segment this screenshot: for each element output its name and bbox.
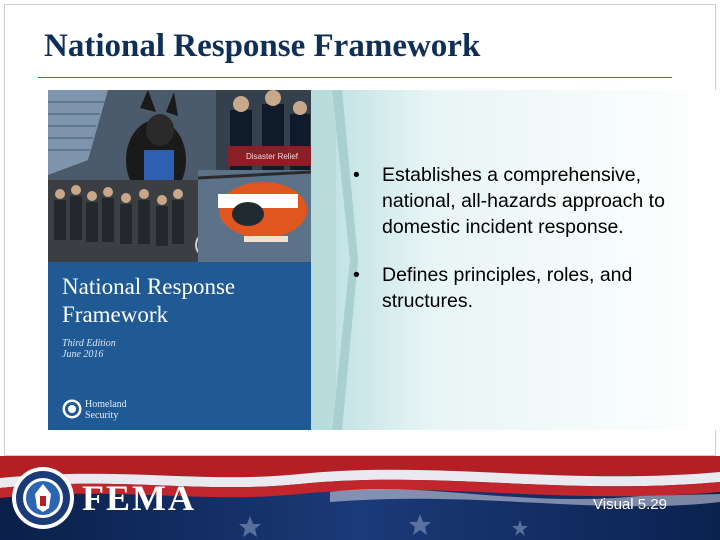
bullet-item bbox=[350, 262, 710, 314]
bullet-marker: • bbox=[353, 264, 360, 286]
cover-edition: Third Edition bbox=[62, 338, 116, 349]
dhs-seal-icon bbox=[11, 466, 75, 530]
slide-title: National Response Framework bbox=[44, 28, 481, 64]
bullet-text: Defines principles, roles, and structures. bbox=[382, 264, 633, 312]
nrf-cover-image bbox=[48, 90, 311, 430]
title-underline bbox=[38, 77, 672, 78]
bullet-text: Establishes a comprehensive, national, all-hazards approach to domestic incident response. bbox=[382, 164, 665, 238]
fema-logo: FEMA bbox=[82, 478, 196, 518]
bullet-item bbox=[350, 162, 710, 240]
cover-title: National Response Framework bbox=[62, 274, 236, 327]
visual-number: Visual 5.29 bbox=[593, 496, 667, 513]
cover-department-line1: Homeland bbox=[85, 399, 127, 410]
bullet-list bbox=[350, 162, 710, 314]
cover-banner-text: Disaster Relief bbox=[246, 152, 299, 161]
cover-date: June 2016 bbox=[62, 349, 104, 360]
dhs-seal-small-icon bbox=[62, 399, 82, 419]
cover-photo-collage bbox=[48, 90, 311, 262]
bullet-marker: • bbox=[353, 164, 360, 186]
cover-department-line2: Security bbox=[85, 410, 119, 421]
